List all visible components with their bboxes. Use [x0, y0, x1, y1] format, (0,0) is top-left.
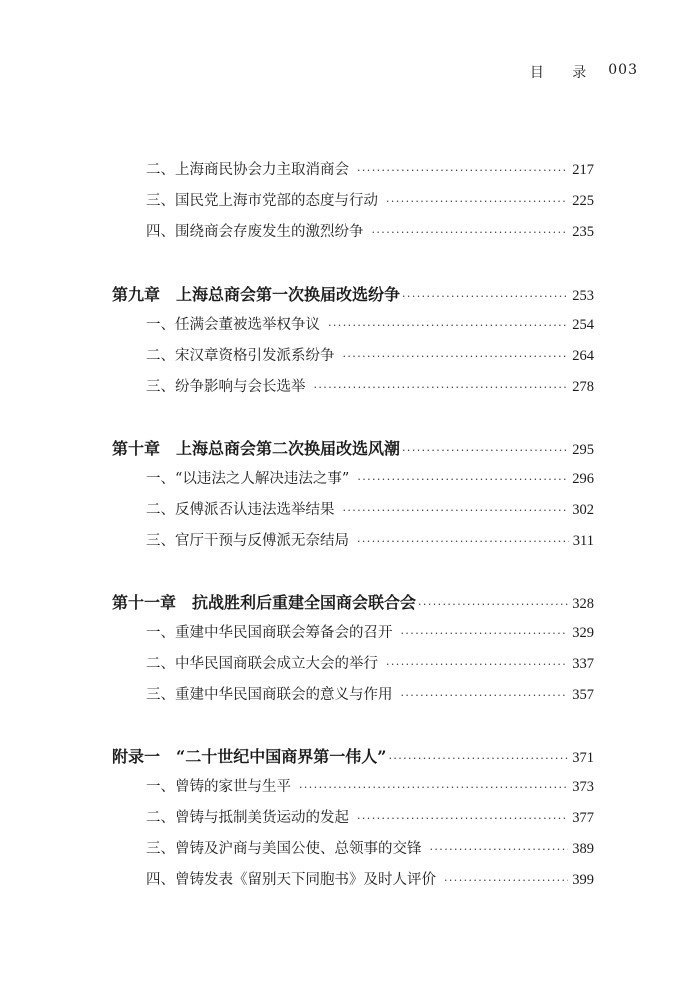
dot-leader — [402, 444, 568, 457]
dot-leader — [299, 781, 568, 794]
dot-leader — [328, 319, 568, 332]
dot-leader — [372, 226, 569, 239]
toc-entry-title: 一、任满会董被选举权争议 — [146, 317, 320, 333]
toc-entry-page: 225 — [572, 193, 594, 209]
toc-entry-page: 296 — [572, 471, 594, 487]
toc-entry-page: 295 — [572, 442, 594, 458]
toc-entry-page: 235 — [572, 224, 594, 240]
toc-entry-title: 二、反傅派否认违法选举结果 — [146, 502, 335, 518]
dot-leader — [444, 874, 568, 887]
header-title: 目 录 — [529, 65, 599, 81]
dot-leader — [314, 381, 569, 394]
toc-entry-section[interactable] — [112, 375, 594, 396]
toc-entry-title: 二、曾铸与抵制美货运动的发起 — [146, 810, 349, 826]
chapter-title: 上海总商会第二次换届改选风潮 — [176, 439, 401, 458]
toc-entry-title: 三、国民党上海市党部的态度与行动 — [146, 193, 378, 209]
toc-entry-title: 一、曾铸的家世与生平 — [146, 779, 291, 795]
toc-entry-page: 377 — [572, 810, 594, 826]
dot-leader — [430, 843, 569, 856]
toc-entry-chapter[interactable] — [112, 590, 594, 613]
toc-entry-page: 328 — [572, 596, 594, 612]
toc-chapter-heading — [112, 436, 400, 459]
dot-leader — [357, 812, 568, 825]
chapter-number: 第十章 — [112, 439, 161, 458]
dot-leader — [386, 658, 568, 671]
toc-entry-title: 一、“以违法之人解决违法之事” — [146, 471, 350, 487]
toc-entry-page: 311 — [572, 533, 594, 549]
toc-chapter-heading — [112, 590, 416, 613]
dot-leader — [401, 627, 569, 640]
toc-entry-section[interactable] — [112, 313, 594, 334]
toc-entry-page: 389 — [572, 841, 594, 857]
toc-entry-section[interactable] — [112, 806, 594, 827]
dot-leader — [357, 535, 569, 548]
toc-entry-section[interactable] — [112, 775, 594, 796]
toc-entry-section[interactable] — [112, 621, 594, 642]
toc-entry-page: 373 — [572, 779, 594, 795]
dot-leader — [401, 689, 569, 702]
toc-entry-section[interactable] — [112, 158, 594, 179]
toc-entry-section[interactable] — [112, 529, 594, 550]
toc-entry-title: 二、中华民国商联会成立大会的举行 — [146, 656, 378, 672]
toc-entry-section[interactable] — [112, 498, 594, 519]
toc-entry-section[interactable] — [112, 467, 594, 488]
toc-entry-page: 371 — [572, 750, 594, 766]
dot-leader — [343, 504, 569, 517]
toc-entry-title: 四、曾铸发表《留别天下同胞书》及时人评价 — [146, 872, 436, 888]
toc-entry-title: 二、宋汉章资格引发派系纷争 — [146, 348, 335, 364]
appendix-number: 附录一 — [112, 747, 161, 766]
toc-entry-page: 253 — [572, 288, 594, 304]
toc-entry-title: 三、重建中华民国商联会的意义与作用 — [146, 687, 393, 703]
chapter-number: 第十一章 — [112, 593, 177, 612]
dot-leader — [343, 350, 569, 363]
toc-entry-page: 217 — [572, 162, 594, 178]
dot-leader — [388, 752, 568, 765]
toc-entry-page: 254 — [572, 317, 594, 333]
toc-entry-chapter[interactable] — [112, 282, 594, 305]
toc-entry-title: 三、官厅干预与反傅派无奈结局 — [146, 533, 349, 549]
chapter-title: 抗战胜利后重建全国商会联合会 — [192, 593, 417, 612]
toc-entry-page: 357 — [572, 687, 594, 703]
running-header — [530, 62, 638, 82]
toc-entry-section[interactable] — [112, 189, 594, 210]
toc-entry-section[interactable] — [112, 683, 594, 704]
toc-entry-section[interactable] — [112, 837, 594, 858]
toc-chapter-heading — [112, 744, 386, 767]
toc-entry-chapter[interactable] — [112, 436, 594, 459]
toc-entry-title: 四、围绕商会存废发生的激烈纷争 — [146, 224, 364, 240]
dot-leader — [402, 290, 568, 303]
toc-entry-page: 264 — [572, 348, 594, 364]
dot-leader — [418, 598, 568, 611]
toc-entry-page: 329 — [572, 625, 594, 641]
toc-entry-page: 278 — [572, 379, 594, 395]
toc-entry-page: 399 — [572, 872, 594, 888]
toc-entry-appendix[interactable] — [112, 744, 594, 767]
dot-leader — [357, 164, 568, 177]
toc-entry-section[interactable] — [112, 220, 594, 241]
toc-entry-title: 三、曾铸及沪商与美国公使、总领事的交锋 — [146, 841, 422, 857]
appendix-title: “二十世纪中国商界第一伟人” — [176, 747, 387, 766]
header-page-number: 003 — [608, 62, 638, 78]
chapter-number: 第九章 — [112, 285, 161, 304]
chapter-title: 上海总商会第一次换届改选纷争 — [176, 285, 401, 304]
toc-entry-title: 二、上海商民协会力主取消商会 — [146, 162, 349, 178]
toc-entry-page: 302 — [572, 502, 594, 518]
dot-leader — [357, 473, 568, 486]
toc-chapter-heading — [112, 282, 400, 305]
toc-entry-section[interactable] — [112, 868, 594, 889]
toc-entry-section[interactable] — [112, 652, 594, 673]
toc-entry-title: 三、纷争影响与会长选举 — [146, 379, 306, 395]
toc-entry-page: 337 — [572, 656, 594, 672]
dot-leader — [386, 195, 568, 208]
toc-entry-title: 一、重建中华民国商联会筹备会的召开 — [146, 625, 393, 641]
toc-entry-section[interactable] — [112, 344, 594, 365]
